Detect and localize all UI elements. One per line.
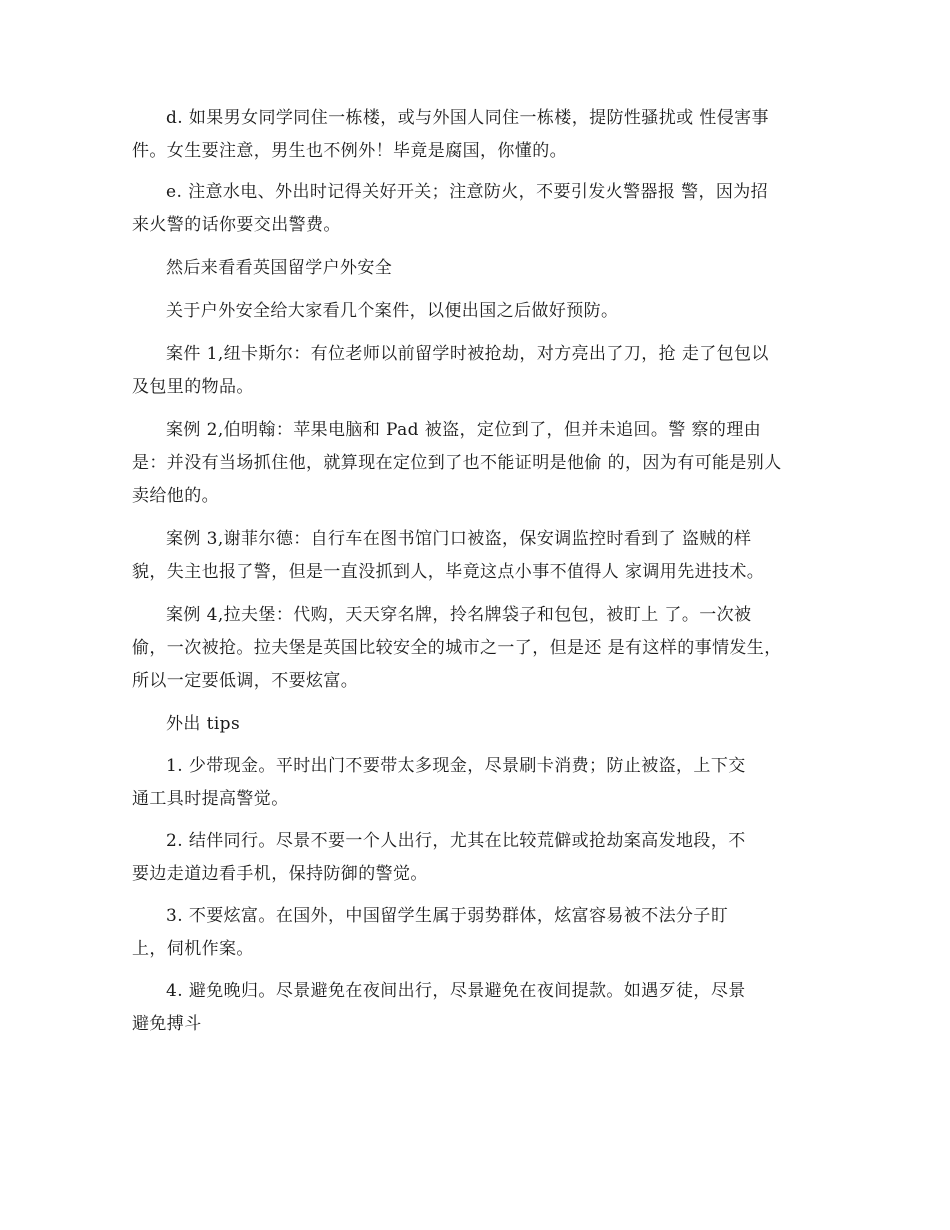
paragraph-d-harassment: d. 如果男女同学同住一栋楼，或与外国人同住一栋楼，提防性骚扰或 性侵害事件。女生要注意，男生也不例外！毕竟是腐国，你懂的。 (132, 108, 769, 161)
paragraph-tips-heading: 外出 tips (166, 714, 241, 734)
paragraph-e-utilities: e. 注意水电、外出时记得关好开关；注意防火，不要引发火警器报 警，因为招来火警的话你要交出警费。 (132, 182, 769, 235)
paragraph-tip-1: 1. 少带现金。平时出门不要带太多现金，尽景刷卡消费；防止被盗，上下交通工具时提高警觉。 (132, 756, 746, 809)
paragraph-case-4: 案例 4,拉夫堡：代购，天天穿名牌，拎名牌袋子和包包，被盯上 了。一次被偷，一次被抢。拉夫堡是英国比较安全的城市之一了，但是还 是有这样的事情发生，所以一定要低调，不要炫富。 (132, 605, 782, 691)
paragraph-case-3: 案例 3,谢菲尔德：自行车在图书馆门口被盗，保安调监控时看到了 盗贼的样貌，失主也报了警，但是一直没抓到人，毕竟这点小事不值得人 家调用先进技术。 (132, 529, 765, 582)
paragraph-tip-4: 4. 避免晚归。尽景避免在夜间出行，尽景避免在夜间提款。如遇歹徒，尽景避免搏斗 (132, 981, 746, 1034)
paragraph-tip-2: 2. 结伴同行。尽景不要一个人出行，尤其在比较荒僻或抢劫案高发地段，不要边走道边看手机，保持防御的警觉。 (132, 831, 746, 884)
paragraph-outdoor-intro: 关于户外安全给大家看几个案件，以便出国之后做好预防。 (166, 301, 619, 321)
paragraph-case-1: 案件 1,纽卡斯尔：有位老师以前留学时被抢劫，对方亮出了刀，抢 走了包包以及包里的物品。 (132, 344, 769, 397)
paragraph-outdoor-heading: 然后来看看英国留学户外安全 (166, 258, 393, 278)
paragraph-case-2: 案例 2,伯明翰：苹果电脑和 Pad 被盗，定位到了，但并未追回。警 察的理由是：并没有当场抓住他，就算现在定位到了也不能证明是他偷 的，因为有可能是别人卖给他的。 (132, 420, 782, 506)
paragraph-tip-3: 3. 不要炫富。在国外，中国留学生属于弱势群体，炫富容易被不法分子盯上，伺机作案。 (132, 906, 729, 959)
document-page (132, 102, 784, 1041)
